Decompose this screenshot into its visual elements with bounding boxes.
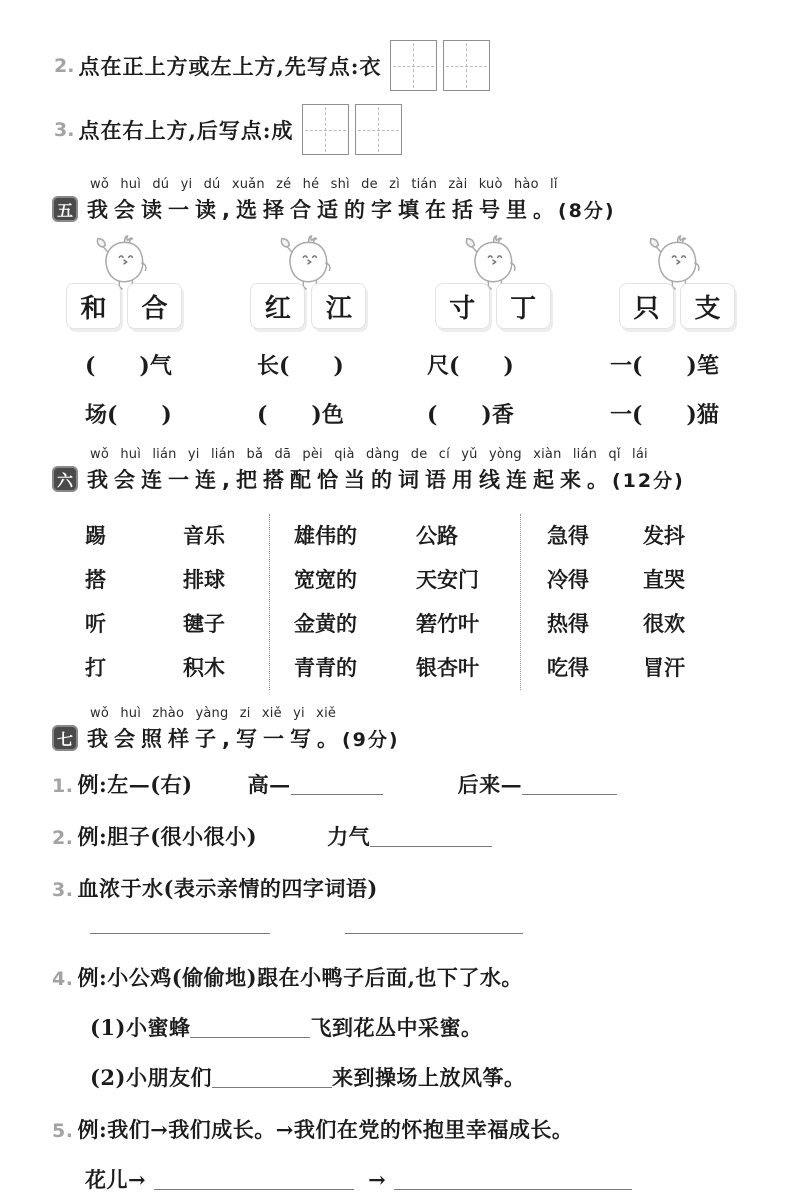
answer-blank[interactable] <box>154 1187 354 1190</box>
section-7-badge: 七 <box>52 725 78 751</box>
question-7-3-blanks <box>90 931 793 938</box>
answer-blank[interactable] <box>522 792 617 795</box>
writing-grid-box[interactable] <box>443 40 490 91</box>
writing-grid-box[interactable] <box>355 104 402 155</box>
choice-card: 只 <box>619 283 674 329</box>
answer-blank[interactable] <box>212 1085 332 1088</box>
prompt-text: 来到操场上放风筝。 <box>331 1065 526 1090</box>
prompt-text: 后来— <box>457 772 523 797</box>
chick-icon <box>93 234 155 290</box>
question-7-3 <box>52 873 793 903</box>
match-word[interactable]: 箬竹叶 <box>416 611 479 636</box>
choice-card: 合 <box>127 283 182 329</box>
item-number: 3. <box>54 118 75 141</box>
stroke-rule-text: 点在右上方,后写点:成 <box>78 117 294 143</box>
bracket-fill-cell[interactable]: 场( ) <box>85 402 172 428</box>
bracket-fill-cell[interactable]: ( )香 <box>427 402 514 428</box>
character-choice-row <box>66 234 735 329</box>
section-6-title: 我会连一连,把搭配恰当的词语用线连起来。 <box>87 468 614 492</box>
choice-group-3 <box>435 234 551 329</box>
choice-card: 江 <box>311 283 366 329</box>
answer-blank[interactable] <box>394 1187 632 1190</box>
bracket-fill-cell[interactable]: 一( )笔 <box>610 353 719 379</box>
match-word[interactable]: 毽子 <box>183 611 225 636</box>
writing-grid-box[interactable] <box>302 104 349 155</box>
section-5-badge: 五 <box>52 196 78 222</box>
choice-group-2 <box>250 234 366 329</box>
chick-icon <box>646 234 708 290</box>
answer-blank[interactable] <box>190 1035 310 1038</box>
question-7-5 <box>52 1114 793 1144</box>
chick-icon <box>462 234 524 290</box>
question-7-4 <box>52 962 793 992</box>
answer-blank[interactable] <box>370 844 492 847</box>
answer-blank[interactable] <box>345 931 523 934</box>
match-word[interactable]: 天安门 <box>416 567 479 592</box>
prompt-text: (2)小朋友们 <box>90 1065 212 1090</box>
prompt-text: 高— <box>247 772 291 797</box>
answer-blank[interactable] <box>90 931 270 934</box>
match-word[interactable]: 直哭 <box>643 567 685 592</box>
section-6-header <box>52 447 793 494</box>
choice-group-4 <box>619 234 735 329</box>
choice-card: 寸 <box>435 283 490 329</box>
prompt-text: 飞到花丛中采蜜。 <box>310 1015 483 1040</box>
item-number: 5. <box>52 1120 74 1142</box>
match-word[interactable]: 银杏叶 <box>416 655 479 680</box>
match-word[interactable]: 冷得 <box>547 567 589 592</box>
worksheet-page <box>0 40 793 1192</box>
match-word[interactable]: 踢 <box>85 523 106 548</box>
choice-group-1 <box>66 234 182 329</box>
section-5-score: (8分) <box>557 199 616 222</box>
bracket-fill-grid <box>85 349 793 429</box>
question-7-1 <box>52 769 793 799</box>
section-5-header <box>52 177 793 224</box>
section-7-header <box>52 706 793 753</box>
choice-card: 和 <box>66 283 121 329</box>
item-number: 2. <box>54 54 75 77</box>
writing-grid-box[interactable] <box>390 40 437 91</box>
match-word[interactable]: 金黄的 <box>294 611 357 636</box>
match-word[interactable]: 很欢 <box>643 611 685 636</box>
arrow-glyph: → <box>368 1167 387 1192</box>
example-text: 例:左—(右) <box>77 772 193 797</box>
match-word[interactable]: 吃得 <box>547 655 589 680</box>
item-number: 2. <box>52 827 74 849</box>
matching-exercise <box>85 514 793 690</box>
match-word[interactable]: 雄伟的 <box>294 523 357 548</box>
example-text: 例:我们→我们成长。→我们在党的怀抱里幸福成长。 <box>77 1117 574 1142</box>
question-7-5-blanks <box>85 1164 793 1194</box>
match-word[interactable]: 音乐 <box>183 523 225 548</box>
section-5-title: 我会读一读,选择合适的字填在括号里。 <box>87 198 560 222</box>
matching-group-3 <box>521 514 723 690</box>
section-7-score: (9分) <box>341 728 400 751</box>
section-7-title: 我会照样子,写一写。 <box>87 727 344 751</box>
section-5-pinyin: wǒ huì dú yi dú xuǎn zé hé shì de zì tián zài kuò hào lǐ <box>90 177 558 192</box>
writing-grid-pair <box>302 104 402 155</box>
prompt-text: 力气 <box>327 824 371 849</box>
writing-grid-pair <box>390 40 490 91</box>
match-word[interactable]: 公路 <box>416 523 458 548</box>
match-word[interactable]: 发抖 <box>643 523 685 548</box>
match-word[interactable]: 急得 <box>547 523 589 548</box>
matching-group-1 <box>85 514 270 690</box>
section-6-badge: 六 <box>52 466 78 492</box>
answer-blank[interactable] <box>291 792 383 795</box>
chick-icon <box>277 234 339 290</box>
item-number: 1. <box>52 775 74 797</box>
question-7-4-sub2 <box>90 1062 793 1092</box>
match-word[interactable]: 冒汗 <box>643 655 685 680</box>
section-6-score: (12分) <box>611 469 685 492</box>
prompt-text: 花儿→ <box>85 1167 147 1192</box>
bracket-fill-cell[interactable]: ( )色 <box>257 402 344 428</box>
question-7-4-sub1 <box>90 1012 793 1042</box>
bracket-fill-cell[interactable]: 长( ) <box>257 353 344 379</box>
prompt-text: (1)小蜜蜂 <box>90 1015 191 1040</box>
item-number: 3. <box>52 879 74 901</box>
match-word[interactable]: 排球 <box>183 567 225 592</box>
bracket-fill-cell[interactable]: 尺( ) <box>427 353 514 379</box>
match-word[interactable]: 打 <box>85 655 106 680</box>
match-word[interactable]: 青青的 <box>294 655 357 680</box>
bracket-fill-cell[interactable]: ( )气 <box>85 353 172 379</box>
match-word[interactable]: 搭 <box>85 567 106 592</box>
choice-card: 丁 <box>496 283 551 329</box>
stroke-rule-item-2 <box>54 40 793 91</box>
bracket-fill-cell[interactable]: 一( )猫 <box>610 402 719 428</box>
match-word[interactable]: 听 <box>85 611 106 636</box>
section-6-pinyin: wǒ huì lián yi lián bǎ dā pèi qià dàng de cí yǔ yòng xiàn lián qǐ lái <box>90 447 648 462</box>
question-7-2 <box>52 821 793 851</box>
section-7-pinyin: wǒ huì zhào yàng zi xiě yi xiě <box>90 706 337 721</box>
example-text: 例:小公鸡(偷偷地)跟在小鸭子后面,也下了水。 <box>77 965 523 990</box>
match-word[interactable]: 宽宽的 <box>294 567 357 592</box>
matching-group-2 <box>270 514 521 690</box>
prompt-text: 血浓于水(表示亲情的四字词语) <box>77 876 378 901</box>
choice-card: 红 <box>250 283 305 329</box>
choice-card: 支 <box>680 283 735 329</box>
match-word[interactable]: 热得 <box>547 611 589 636</box>
match-word[interactable]: 积木 <box>183 655 225 680</box>
stroke-rule-item-3 <box>54 104 793 155</box>
example-text: 例:胆子(很小很小) <box>77 824 258 849</box>
item-number: 4. <box>52 968 74 990</box>
stroke-rule-text: 点在正上方或左上方,先写点:衣 <box>78 53 382 79</box>
